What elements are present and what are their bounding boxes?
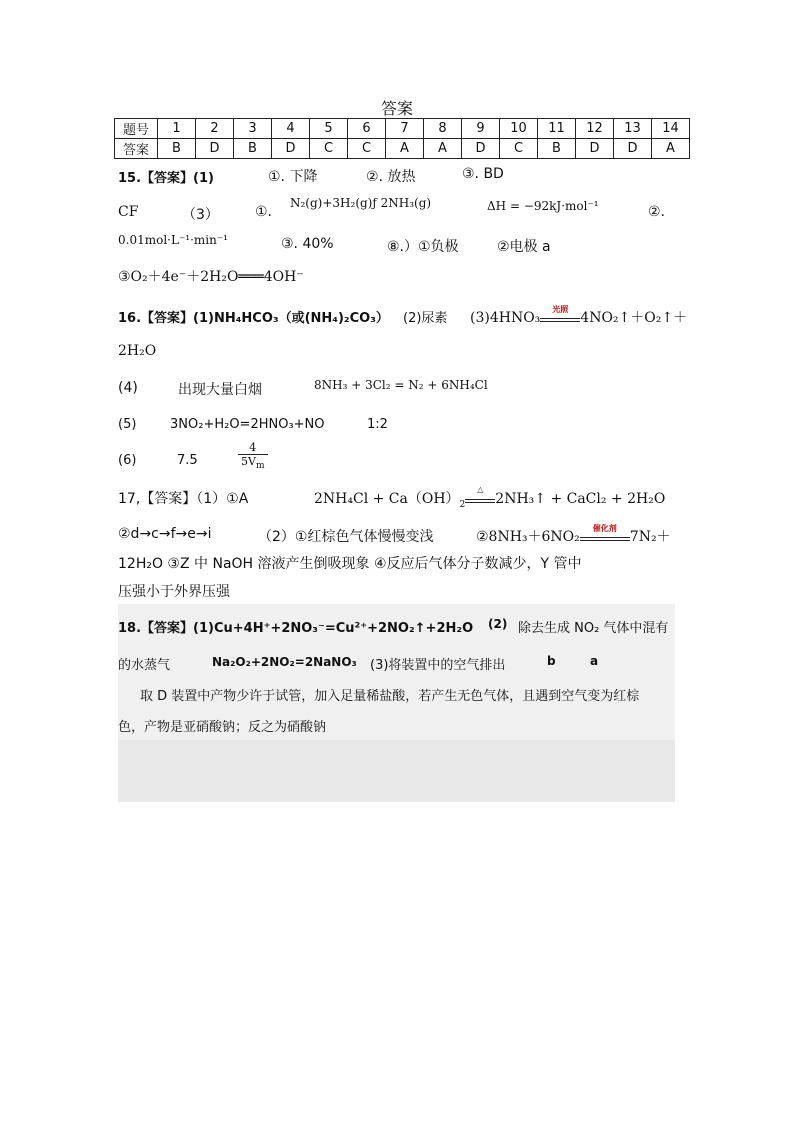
heat-condition: △ (477, 485, 484, 494)
table-cell: B (158, 139, 196, 159)
q18-line-2e: a (590, 654, 599, 668)
q15-circ-1: ①. (255, 204, 273, 220)
q17-line-2a: ②d→c→f→e→i (118, 526, 212, 542)
q16-line-1c (470, 307, 687, 327)
q16-line-1a: 16.【答案】(1)NH₄HCO₃（或(NH₄)₂CO₃） (118, 311, 389, 326)
table-cell: D (576, 139, 614, 159)
table-cell: 12 (576, 119, 614, 139)
table-cell: A (386, 139, 424, 159)
q15-mark-1: ①. 下降 (268, 169, 318, 185)
q15-heading: 15.【答案】(1) (118, 171, 214, 186)
table-cell: 3 (234, 119, 272, 139)
q16-eq-5: 3NO₂+H₂O=2HNO₃+NO (170, 417, 325, 432)
q17-line-2c (476, 526, 671, 546)
catalyst-condition: 催化剂 (592, 524, 617, 533)
table-cell: 14 (652, 119, 690, 139)
equal-sign (465, 499, 495, 503)
q17-line-1a: 17,【答案】（1）①A (118, 491, 249, 507)
table-cell: 8 (424, 119, 462, 139)
q17-line-2b: （2）①红棕色气体慢慢变浅 (258, 529, 434, 545)
table-cell: 6 (348, 119, 386, 139)
q15-circ-2: ②. (648, 204, 666, 220)
q18-line-3: 取 D 装置中产物少许于试管，加入足量稀盐酸，若产生无色气体，且遇到空气变为红棕 (140, 689, 640, 704)
table-cell: 10 (500, 119, 538, 139)
q17-reactants: 2NH₄Cl + Ca（OH） (314, 491, 460, 507)
q16-num-6: (6) (118, 453, 137, 468)
q15-part3: （3） (182, 207, 219, 223)
q18-line-1a: 18.【答案】(1)Cu+4H⁺+2NO₃⁻=Cu²⁺+2NO₂↑+2H₂O (118, 621, 474, 636)
table-cell: C (500, 139, 538, 159)
q16-num-5: (5) (118, 417, 137, 432)
reaction-arrow (540, 305, 580, 323)
table-header-cell: 答案 (115, 139, 158, 159)
table-header-cell: 题号 (115, 119, 158, 139)
q15-equation: N₂(g)+3H₂(g)ƒ 2NH₃(g) (290, 196, 432, 210)
q17-line-4: 压强小于外界压强 (118, 584, 230, 600)
q17-line-3: 12H₂O ③Z 中 NaOH 溶液产生倒吸现象 ④反应后气体分子数减少，Y 管中 (118, 556, 582, 572)
q18-line-2b: Na₂O₂+2NO₂=2NaNO₃ (212, 655, 357, 669)
table-cell: 4 (272, 119, 310, 139)
q16-num-4: (4) (118, 380, 138, 396)
table-cell: B (234, 139, 272, 159)
q18-line-2d: b (547, 654, 556, 668)
table-cell: 11 (538, 119, 576, 139)
q18-line-2c: (3)将装置中的空气排出 (370, 658, 506, 673)
q16-products: 4NO₂↑＋O₂↑＋ (580, 310, 688, 326)
table-cell: 13 (614, 119, 652, 139)
q17-reactants-2: ②8NH₃＋6NO₂ (476, 529, 580, 545)
q15-circ-9: ②电极 a (497, 239, 551, 255)
reaction-arrow (465, 485, 495, 504)
q16-ratio-5: 1:2 (367, 417, 388, 432)
table-cell: 2 (196, 119, 234, 139)
fraction-denominator: 5V (241, 455, 256, 468)
q15-enthalpy: ΔH = −92kJ·mol⁻¹ (487, 199, 599, 213)
q15-circ-3: ③. 40% (281, 236, 334, 252)
q16-hno3: (3)4HNO₃ (470, 310, 541, 326)
reaction-condition: 光照 (552, 305, 569, 314)
table-cell: D (462, 139, 500, 159)
equal-sign (580, 537, 630, 541)
q18-line-4: 色，产物是亚硝酸钠；反之为硝酸钠 (118, 720, 327, 735)
q17-products: 2NH₃↑ + CaCl₂ + 2H₂O (495, 491, 666, 507)
fraction-numerator: 4 (238, 441, 268, 455)
q16-line-2: 2H₂O (118, 343, 157, 359)
table-row (115, 119, 690, 139)
table-cell: 1 (158, 119, 196, 139)
q16-line-1b: (2)尿素 (403, 311, 448, 326)
q15-cf: CF (118, 204, 139, 220)
fraction-denominator-sub: m (255, 461, 265, 472)
answer-table (114, 118, 690, 159)
page-title: 答案 (380, 99, 413, 118)
q17-sub: 2 (459, 499, 466, 510)
table-cell: 7 (386, 119, 424, 139)
q16-val-6: 7.5 (177, 453, 198, 468)
q15-mark-3: ③. BD (462, 166, 504, 182)
q15-half-equation: ③O₂＋4e⁻＋2H₂O═══4OH⁻ (118, 269, 304, 285)
q16-eq-4: 8NH₃ + 3Cl₂ = N₂ + 6NH₄Cl (314, 378, 488, 392)
table-cell: D (272, 139, 310, 159)
table-cell: D (196, 139, 234, 159)
q18-background-lower (118, 740, 675, 802)
q15-circ-8: ⑧.）①负极 (387, 239, 459, 255)
equal-sign (540, 318, 580, 322)
table-cell: A (424, 139, 462, 159)
table-cell: 9 (462, 119, 500, 139)
q16-fraction (238, 441, 268, 471)
table-cell: A (652, 139, 690, 159)
q17-products-2: 7N₂＋ (629, 529, 671, 545)
q17-line-1b (314, 485, 666, 510)
q18-line-2a: 的水蒸气 (118, 658, 171, 673)
table-cell: C (310, 139, 348, 159)
q16-text-4: 出现大量白烟 (178, 382, 262, 398)
reaction-arrow (580, 524, 630, 542)
q18-line-1b: (2) (488, 617, 508, 631)
q15-mark-2: ②. 放热 (366, 169, 416, 185)
table-cell: B (538, 139, 576, 159)
q15-rate: 0.01mol·L⁻¹·min⁻¹ (118, 233, 228, 247)
table-cell: D (614, 139, 652, 159)
table-cell: C (348, 139, 386, 159)
table-cell: 5 (310, 119, 348, 139)
table-row (115, 139, 690, 159)
q18-line-1c: 除去生成 NO₂ 气体中混有 (518, 621, 669, 636)
